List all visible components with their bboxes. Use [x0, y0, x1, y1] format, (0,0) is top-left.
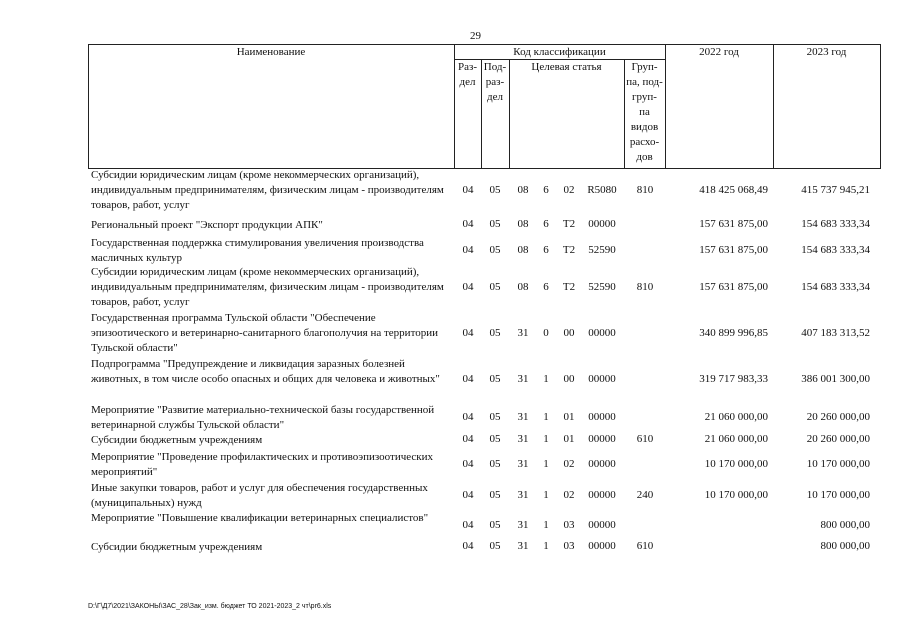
- row-code-t4: 00000: [588, 411, 616, 423]
- row-code-t4: 00000: [588, 540, 616, 552]
- row-name: Государственная программа Тульской области "Обеспечение эпизоотического и ветеринарно-санитарного благополучия на территории Тульской области": [91, 312, 439, 354]
- row-amount-2022: 319 717 983,33: [699, 373, 768, 385]
- row-code-t4: 00000: [588, 373, 616, 385]
- row-code-pr: 05: [489, 184, 501, 196]
- row-code-t2: 1: [543, 373, 549, 385]
- row-amount-2022: 157 631 875,00: [699, 218, 768, 230]
- table-row: [88, 450, 881, 480]
- row-code-t3: 01: [563, 433, 575, 445]
- row-code-t2: 0: [543, 327, 549, 339]
- header-expense-group: Груп- па, под- груп- па видов расхо- дов: [626, 61, 663, 163]
- table-row: [88, 357, 881, 403]
- table-row: [88, 236, 881, 266]
- row-amount-2022: 340 899 996,85: [699, 327, 768, 339]
- row-code-pr: 05: [489, 327, 501, 339]
- page-number: 29: [470, 30, 481, 42]
- row-code-t3: T2: [562, 244, 576, 256]
- row-code-pr: 05: [489, 433, 501, 445]
- row-code-r: 04: [462, 218, 474, 230]
- row-code-pr: 05: [489, 373, 501, 385]
- row-code-t1: 31: [517, 540, 529, 552]
- table-row: [88, 433, 881, 448]
- row-amount-2023: 20 260 000,00: [806, 411, 870, 423]
- row-code-r: 04: [462, 327, 474, 339]
- table-row: [88, 168, 881, 214]
- row-amount-2022: 10 170 000,00: [704, 489, 768, 501]
- row-code-t4: 00000: [588, 218, 616, 230]
- row-code-t4: 52590: [588, 244, 616, 256]
- row-code-t3: 03: [563, 540, 575, 552]
- header-razdel: Раз- дел: [457, 61, 477, 88]
- row-code-pr: 05: [489, 218, 501, 230]
- row-code-r: 04: [462, 281, 474, 293]
- row-amount-2023: 800 000,00: [820, 519, 870, 531]
- row-code-r: 04: [462, 489, 474, 501]
- row-code-v: 610: [636, 540, 654, 552]
- row-code-r: 04: [462, 433, 474, 445]
- row-code-t1: 08: [517, 184, 529, 196]
- row-code-r: 04: [462, 519, 474, 531]
- table-header: [88, 44, 881, 169]
- row-code-t1: 31: [517, 433, 529, 445]
- row-code-t2: 1: [543, 411, 549, 423]
- row-name: Субсидии бюджетным учреждениям: [91, 541, 263, 553]
- table-row: [88, 311, 881, 357]
- row-name: Мероприятие "Проведение профилактических и противоэпизоотических мероприятий": [91, 451, 434, 478]
- row-code-t4: 00000: [588, 327, 616, 339]
- row-amount-2023: 154 683 333,34: [801, 281, 870, 293]
- table-row: [88, 403, 881, 433]
- row-code-t4: 00000: [588, 458, 616, 470]
- row-code-v: 810: [636, 281, 654, 293]
- row-code-t4: R5080: [587, 184, 617, 196]
- row-code-v: 610: [636, 433, 654, 445]
- row-code-t2: 1: [543, 540, 549, 552]
- row-code-t2: 1: [543, 458, 549, 470]
- table-row: [88, 511, 881, 541]
- row-code-t1: 31: [517, 519, 529, 531]
- row-code-pr: 05: [489, 519, 501, 531]
- row-code-t3: 01: [563, 411, 575, 423]
- row-code-r: 04: [462, 244, 474, 256]
- row-code-t2: 6: [543, 281, 549, 293]
- row-code-t3: 02: [563, 458, 575, 470]
- header-code-group: Код классификации: [513, 46, 606, 58]
- row-code-t1: 31: [517, 458, 529, 470]
- row-amount-2022: 21 060 000,00: [704, 411, 768, 423]
- table-row: [88, 265, 881, 311]
- header-year-2022: 2022 год: [699, 46, 739, 58]
- row-code-pr: 05: [489, 458, 501, 470]
- row-code-t2: 6: [543, 244, 549, 256]
- table-row: [88, 540, 881, 555]
- file-path: D:\Г\Д7\2021\ЗАКОНЫ\ЗАС_28\Зак_изм. бюджет ТО 2021-2023_2 чт\pr6.xls: [88, 603, 332, 610]
- row-amount-2023: 154 683 333,34: [801, 218, 870, 230]
- header-target-article: Целевая статья: [531, 61, 602, 73]
- row-name: Мероприятие "Развитие материально-технической базы государственной ветеринарной службы Тульской области": [91, 404, 435, 431]
- row-code-t2: 6: [543, 218, 549, 230]
- row-code-r: 04: [462, 373, 474, 385]
- table-row: [88, 481, 881, 511]
- row-code-t4: 52590: [588, 281, 616, 293]
- table-row: [88, 218, 881, 233]
- row-code-t1: 31: [517, 489, 529, 501]
- header-name: Наименование: [236, 46, 306, 58]
- row-code-r: 04: [462, 411, 474, 423]
- row-name: Субсидии бюджетным учреждениям: [91, 434, 263, 446]
- row-amount-2022: 10 170 000,00: [704, 458, 768, 470]
- row-code-t1: 08: [517, 244, 529, 256]
- row-code-t3: 00: [563, 327, 575, 339]
- row-code-t1: 31: [517, 373, 529, 385]
- row-code-t4: 00000: [588, 489, 616, 501]
- row-amount-2022: 157 631 875,00: [699, 281, 768, 293]
- row-amount-2023: 800 000,00: [820, 540, 870, 552]
- row-code-pr: 05: [489, 489, 501, 501]
- row-code-r: 04: [462, 540, 474, 552]
- row-code-pr: 05: [489, 411, 501, 423]
- row-name: Государственная поддержка стимулирования увеличения производства масличных культур: [91, 237, 424, 264]
- row-amount-2023: 154 683 333,34: [801, 244, 870, 256]
- row-code-r: 04: [462, 184, 474, 196]
- row-code-t1: 08: [517, 281, 529, 293]
- row-amount-2023: 415 737 945,21: [801, 184, 870, 196]
- row-code-t2: 6: [543, 184, 549, 196]
- row-code-t2: 1: [543, 433, 549, 445]
- header-podrazdel: Под- раз- дел: [483, 61, 507, 103]
- row-amount-2023: 20 260 000,00: [806, 433, 870, 445]
- row-name: Подпрограмма "Предупреждение и ликвидация заразных болезней животных, в том числе особо опасных и общих для человека и животных": [91, 358, 440, 385]
- row-amount-2023: 10 170 000,00: [806, 458, 870, 470]
- row-name: Субсидии юридическим лицам (кроме некоммерческих организаций), индивидуальным предпринимателям, физическим лицам - производителям товаров, работ, услуг: [91, 266, 444, 308]
- row-amount-2022: 21 060 000,00: [704, 433, 768, 445]
- row-code-pr: 05: [489, 281, 501, 293]
- row-name: Иные закупки товаров, работ и услуг для обеспечения государственных (муниципальных) нужд: [91, 482, 428, 509]
- row-name: Субсидии юридическим лицам (кроме некоммерческих организаций), индивидуальным предпринимателям, физическим лицам - производителям товаров, работ, услуг: [91, 169, 444, 211]
- row-amount-2022: 157 631 875,00: [699, 244, 768, 256]
- row-code-t3: T2: [562, 218, 576, 230]
- row-code-t3: 03: [563, 519, 575, 531]
- row-amount-2023: 407 183 313,52: [801, 327, 870, 339]
- row-code-t2: 1: [543, 489, 549, 501]
- row-code-t2: 1: [543, 519, 549, 531]
- row-code-pr: 05: [489, 244, 501, 256]
- row-name: Мероприятие "Повышение квалификации ветеринарных специалистов": [91, 512, 429, 524]
- row-code-t3: T2: [562, 281, 576, 293]
- row-code-t3: 02: [563, 489, 575, 501]
- header-year-2023: 2023 год: [806, 46, 847, 58]
- row-code-t4: 00000: [588, 433, 616, 445]
- row-name: Региональный проект "Экспорт продукции АПК": [91, 219, 323, 231]
- row-code-v: 810: [636, 184, 654, 196]
- row-code-t1: 31: [517, 411, 529, 423]
- row-amount-2023: 10 170 000,00: [806, 489, 870, 501]
- row-code-t1: 08: [517, 218, 529, 230]
- row-amount-2022: 418 425 068,49: [699, 184, 768, 196]
- row-code-t3: 02: [563, 184, 575, 196]
- row-code-t3: 00: [563, 373, 575, 385]
- row-code-t4: 00000: [588, 519, 616, 531]
- row-amount-2023: 386 001 300,00: [801, 373, 870, 385]
- row-code-v: 240: [636, 489, 654, 501]
- row-code-t1: 31: [517, 327, 529, 339]
- row-code-r: 04: [462, 458, 474, 470]
- row-code-pr: 05: [489, 540, 501, 552]
